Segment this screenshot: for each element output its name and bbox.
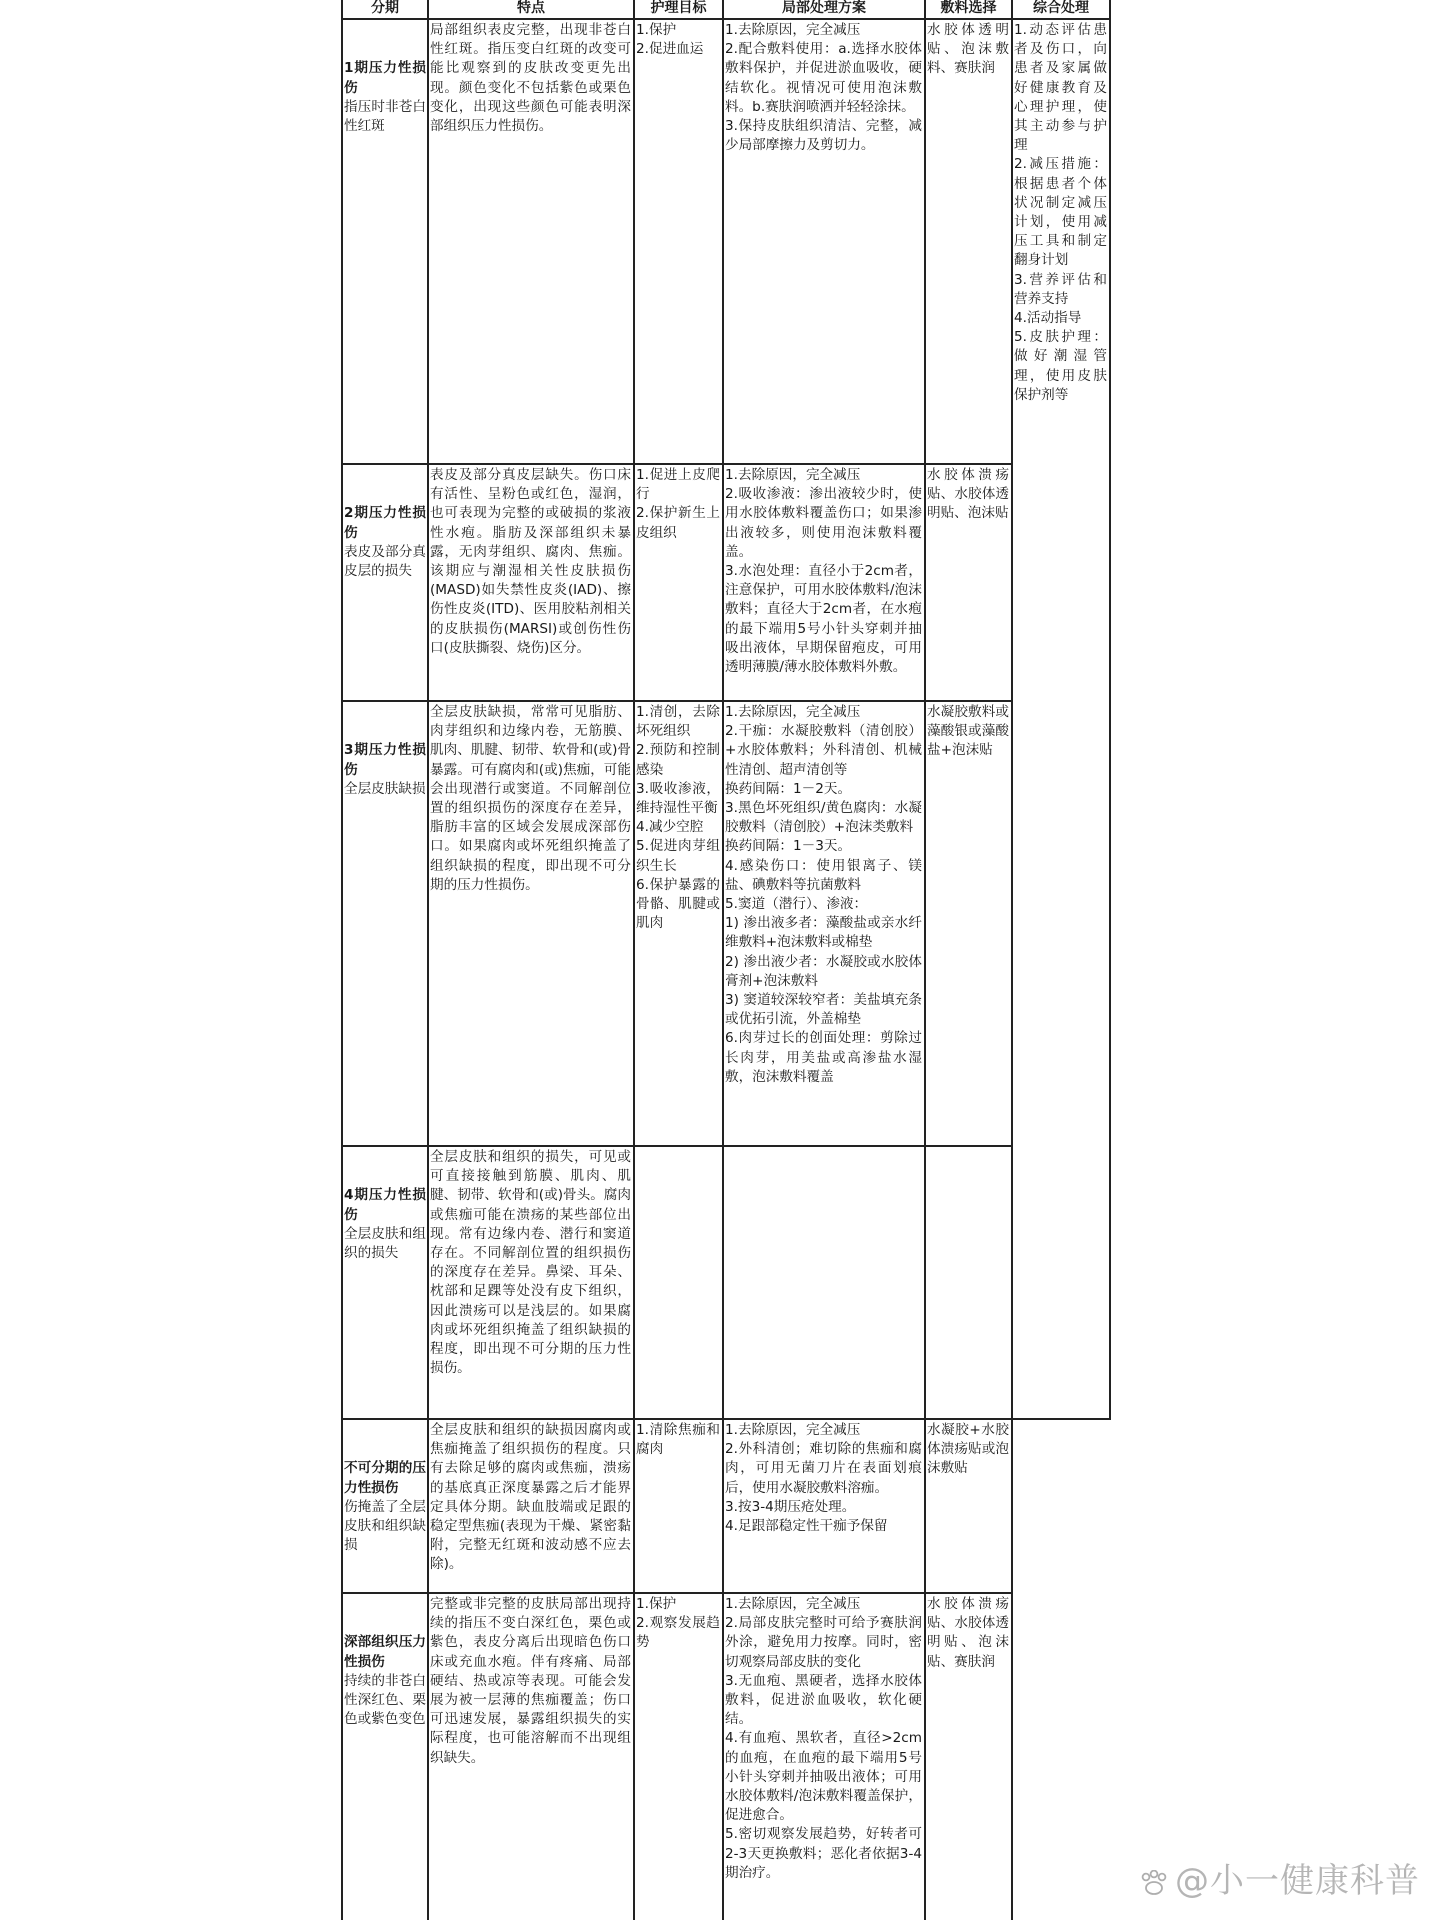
row-6-stage-desc: 持续的非苍白性深红色、栗色或紫色变色 [344, 1672, 426, 1728]
col-line-5 [1011, 0, 1013, 1920]
row-line-4 [341, 1418, 1111, 1420]
watermark [1139, 1853, 1420, 1902]
pressure-injury-table [341, 0, 1111, 1920]
row-5-stage [344, 1421, 426, 1590]
row-1-stage-name: 1期压力性损伤 [344, 60, 426, 96]
comprehensive-care: 1.动态评估患者及伤口，向患者及家属做好健康教育及心理护理，使其主动参与护理 2.减压措施：根据患者个体状况制定减压计划，使用减压工具和制定翻身计划 3.营养评估和营养支持 4.活动指导 5.皮肤护理：做好潮湿管理，使用皮肤保护剂等 [1014, 22, 1107, 403]
row-4-stage-desc: 全层皮肤和组织的损失 [344, 1225, 426, 1262]
row-3-goals: 1.清创，去除坏死组织 2.预防和控制感染 3.吸收渗液，维持湿性平衡 4.减少空腔 5.促进肉芽组织生长 6.保护暴露的骨骼、肌腱或肌肉 [636, 704, 720, 932]
row-6-treatment: 1.去除原因，完全减压 2.局部皮肤完整时可给予赛肤润外涂，避免用力按摩。同时，密切观察局部皮肤的变化 3.无血疱、黑硬者，选择水胶体敷料，促进淤血吸收，软化硬结。 4.有血疱、黑软者，直径>2cm的血疱，在血疱的最下端用5号小针头穿刺并抽吸出液体；可用水胶体敷料/泡沫敷料覆盖保护，促进愈合。 5.密切观察发展趋势，好转者可2-3天更换敷料；恶化者依据3-4期治疗。 [725, 1596, 922, 1881]
col-line-0 [341, 0, 343, 1920]
row-6-stage-name: 深部组织压力性损伤 [344, 1634, 426, 1670]
row-5-stage-name: 不可分期的压力性损伤 [344, 1460, 426, 1496]
row-line-3 [341, 1145, 1013, 1147]
row-3-features: 全层皮肤缺损，常常可见脂肪、肉芽组织和边缘内卷，无筋膜、肌肉、肌腱、韧带、软骨和(或)骨暴露。可有腐肉和(或)焦痂，可能会出现潜行或窦道。不同解剖位置的组织损伤的深度存在差异，脂肪丰富的区域会发展成深部伤口。如果腐肉或坏死组织掩盖了组织缺损的程度，即出现不可分期的压力性损伤。 [430, 704, 631, 893]
row-2-goals: 1.促进上皮爬行 2.保护新生上皮组织 [636, 467, 720, 541]
header-dressing: 敷料选择 [940, 0, 997, 16]
row-line-header [341, 18, 1111, 20]
row-line-5 [341, 1592, 1013, 1594]
row-4-stage-name: 4期压力性损伤 [344, 1187, 426, 1223]
header-treatment: 局部处理方案 [782, 0, 866, 16]
row-3-treatment: 1.去除原因，完全减压 2.干痂：水凝胶敷料（清创胶）+水胶体敷料；外科清创、机械性清创、超声清创等 换药间隔：1－2天。 3.黑色坏死组织/黄色腐肉：水凝胶敷料（清创胶）+泡沫类敷料 换药间隔：1－3天。 4.感染伤口：使用银离子、镁盐、碘敷料等抗菌敷料 5.窦道（潜行）、渗液： 1) 渗出液多者：藻酸盐或亲水纤维敷料+泡沫敷料或棉垫 2) 渗出液少者：水凝胶或水胶体膏剂+泡沫敷料 3) 窦道较深较窄者：美盐填充条或优拓引流，外盖棉垫 6.肉芽过长的创面处理：剪除过长肉芽，用美盐或高渗盐水湿敷，泡沫敷料覆盖 [725, 704, 922, 1085]
row-5-treatment: 1.去除原因，完全减压 2.外科清创；难切除的焦痂和腐肉，可用无菌刀片在表面划痕后，使用水凝胶敷料溶痂。 3.按3-4期压疮处理。 4.足跟部稳定性干痂予保留 [725, 1422, 922, 1535]
row-3-stage-desc: 全层皮肤缺损 [344, 780, 426, 797]
header-stage: 分期 [371, 0, 399, 16]
row-1-dressing: 水胶体透明贴、泡沫敷料、赛肤润 [927, 22, 1009, 77]
row-6-stage [344, 1595, 426, 1920]
row-5-features: 全层皮肤和组织的缺损因腐肉或焦痂掩盖了组织损伤的程度。只有去除足够的腐肉或焦痂，溃疡的基底真正深度暴露之后才能界定具体分期。缺血肢端或足跟的稳定型焦痂(表现为干燥、紧密黏附，完整无红斑和波动感不应去除)。 [430, 1422, 631, 1573]
row-1-features: 局部组织表皮完整，出现非苍白性红斑。指压变白红斑的改变可能比观察到的皮肤改变更先出现。颜色变化不包括紫色或栗色变化，出现这些颜色可能表明深部组织压力性损伤。 [430, 22, 631, 135]
row-5-dressing: 水凝胶+水胶体溃疡贴或泡沫敷贴 [927, 1422, 1009, 1477]
row-3-stage [344, 703, 426, 1143]
row-line-1 [341, 463, 1013, 465]
row-line-2 [341, 700, 1013, 702]
row-6-goals: 1.保护 2.观察发展趋势 [636, 1596, 720, 1651]
row-4-features: 全层皮肤和组织的损失，可见或可直接接触到筋膜、肌肉、肌腱、韧带、软骨和(或)骨头。腐肉或焦痂可能在溃疡的某些部位出现。常有边缘内卷、潜行和窦道存在。不同解剖位置的组织损伤的深度存在差异。鼻梁、耳朵、枕部和足踝等处没有皮下组织，因此溃疡可以是浅层的。如果腐肉或坏死组织掩盖了组织缺损的程度，即出现不可分期的压力性损伤。 [430, 1149, 631, 1377]
col-line-1 [427, 0, 429, 1920]
row-6-features: 完整或非完整的皮肤局部出现持续的指压不变白深红色，栗色或紫色，表皮分离后出现暗色伤口床或充血水疱。伴有疼痛、局部硬结、热或凉等表现。可能会发展为被一层薄的焦痂覆盖；伤口可迅速发展，暴露组织损失的实际程度，也可能溶解而不出现组织缺失。 [430, 1596, 631, 1766]
row-5-stage-desc: 伤掩盖了全层皮肤和组织缺损 [344, 1498, 426, 1554]
row-3-stage-name: 3期压力性损伤 [344, 742, 426, 778]
row-1-treatment: 1.去除原因，完全减压 2.配合敷料使用：a.选择水胶体敷料保护，并促进淤血吸收，硬结软化。视情况可使用泡沫敷料。b.赛肤润喷洒并轻轻涂抹。 3.保持皮肤组织清洁、完整，减少局部摩擦力及剪切力。 [725, 22, 922, 154]
row-2-stage [344, 466, 426, 698]
header-goals: 护理目标 [650, 0, 707, 16]
col-line-3 [722, 0, 724, 1920]
row-2-treatment: 1.去除原因，完全减压 2.吸收渗液：渗出液较少时，使用水胶体敷料覆盖伤口；如果渗出液较多，则使用泡沫敷料覆盖。 3.水泡处理：直径小于2cm者，注意保护，可用水胶体敷料/泡沫敷料；直径大于2cm者，在水疱的最下端用5号小针头穿刺并抽吸出液体，早期保留疱皮，可用透明薄膜/薄水胶体敷料外敷。 [725, 467, 922, 676]
watermark-text: @小一健康科普 [1175, 1861, 1420, 1901]
row-1-stage-desc: 指压时非苍白性红斑 [344, 98, 426, 135]
row-2-dressing: 水胶体溃疡贴、水胶体透明贴、泡沫贴 [927, 467, 1009, 522]
row-5-goals: 1.清除焦痂和腐肉 [636, 1422, 720, 1458]
col-line-4 [924, 0, 926, 1920]
header-comprehensive: 综合处理 [1033, 0, 1089, 16]
header-features: 特点 [517, 0, 545, 16]
row-2-features: 表皮及部分真皮层缺失。伤口床有活性、呈粉色或红色，湿润，也可表现为完整的或破损的浆液性水疱。脂肪及深部组织未暴露，无肉芽组织、腐肉、焦痂。该期应与潮湿相关性皮肤损伤(MASD)如失禁性皮炎(IAD)、擦伤性皮炎(ITD)、医用胶粘剂相关的皮肤损伤(MARSI)或创伤性伤口(皮肤撕裂、烧伤)区分。 [430, 467, 631, 656]
col-line-6 [1109, 0, 1111, 1420]
row-4-stage [344, 1148, 426, 1416]
paw-logo-icon [1139, 1870, 1169, 1896]
row-2-stage-desc: 表皮及部分真皮层的损失 [344, 543, 426, 580]
col-line-2 [633, 0, 635, 1920]
row-6-dressing: 水胶体溃疡贴、水胶体透明贴、泡沫贴、赛肤润 [927, 1596, 1009, 1670]
row-1-goals: 1.保护 2.促进血运 [636, 22, 704, 58]
row-3-dressing: 水凝胶敷料或藻酸银或藻酸盐+泡沫贴 [927, 704, 1009, 759]
row-1-stage [344, 21, 426, 461]
row-2-stage-name: 2期压力性损伤 [344, 505, 426, 541]
